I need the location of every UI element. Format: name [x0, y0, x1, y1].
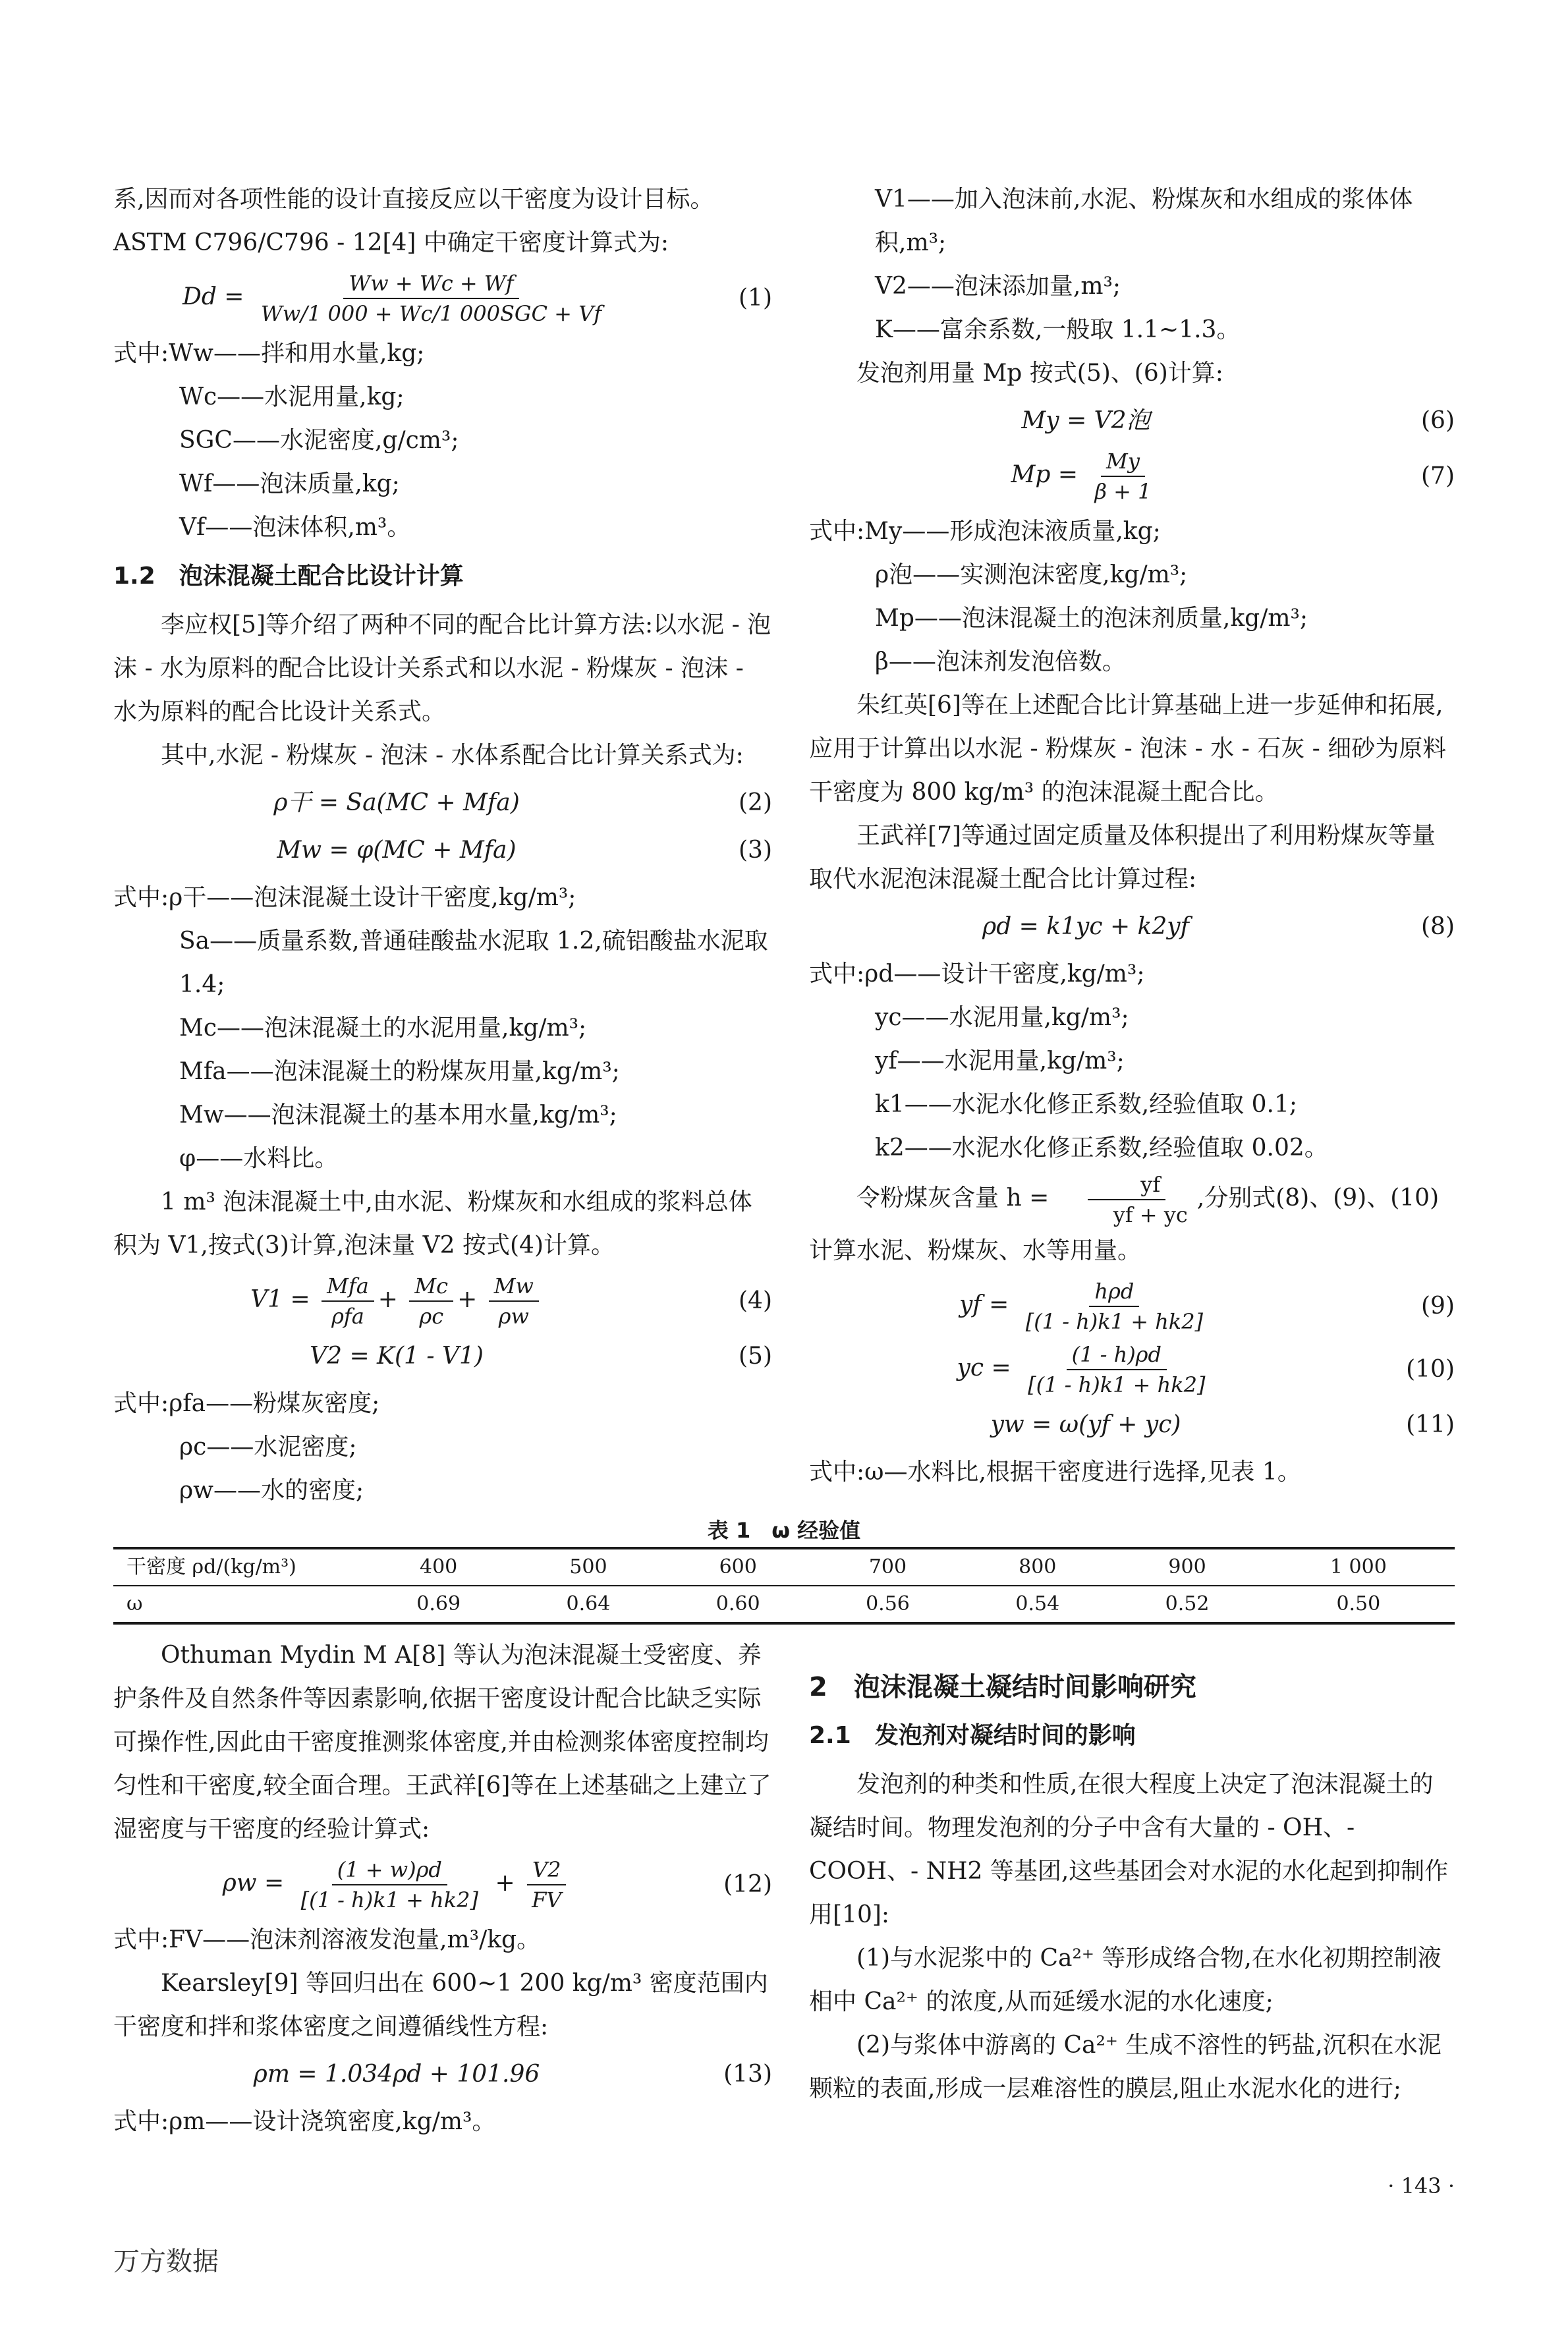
definition: Mp——泡沫混凝土的泡沫剂质量,kg/m³; — [875, 605, 1308, 632]
definition: 式中:ρ干——泡沫混凝土设计干密度,kg/m³; — [113, 884, 576, 911]
equation-4: V1 = $\frac{\text{Mfa}}{\text{ρfa}}$ + $\frac{Mc}{\rho c}$ + $\frac{Mw}{\rho w}$ (4) — [113, 1271, 772, 1331]
row-label: ω — [113, 1586, 364, 1623]
section-heading: 2 泡沫混凝土凝结时间影响研究 — [809, 1672, 1196, 1702]
omega-table — [113, 1547, 1455, 1625]
definition: Mw——泡沫混凝土的基本用水量,kg/m³; — [179, 1101, 617, 1129]
equation-11: yw = ω(yf + yc) (11) — [990, 1411, 1455, 1438]
definition: 式中:ρfa——粉煤灰密度; — [113, 1390, 380, 1417]
definition: ρ泡——实测泡沫密度,kg/m³; — [875, 561, 1188, 588]
table-cell: 600 — [663, 1548, 813, 1586]
table-cell: 0.60 — [663, 1586, 813, 1623]
definition: yc——水泥用量,kg/m³; — [875, 1004, 1129, 1031]
paragraph: 令粉煤灰含量 h = $\frac{yf}{yf + yc}$ ,分别式(8)、(9)、(10)计算水泥、粉煤灰、水等用量。 — [809, 1170, 1455, 1273]
definition: Wc——水泥用量,kg; — [179, 383, 405, 410]
equation-12: ρw = $\frac{(1 + w)\rho d}{[(1 - h)k1 + hk2]}$ + $\frac{V2}{FV}$ (12) — [113, 1855, 772, 1914]
definition: V1——加入泡沫前,水泥、粉煤灰和水组成的浆体体积,m³; — [875, 186, 1413, 256]
definition: Mfa——泡沫混凝土的粉煤灰用量,kg/m³; — [179, 1058, 620, 1085]
row-label: 干密度 ρd/(kg/m³) — [113, 1548, 364, 1586]
equation-8: ρd = k1yc + k2yf (8) — [982, 913, 1455, 940]
paragraph: 发泡剂的种类和性质,在很大程度上决定了泡沫混凝土的凝结时间。物理发泡剂的分子中含有大量的 - OH、- COOH、- NH2 等基团,这些基团会对水泥的水化起到抑制作用[10]: — [809, 1771, 1449, 1928]
paragraph: 朱红英[6]等在上述配合比计算基础上进一步延伸和拓展,应用于计算出以水泥 - 粉煤灰 - 泡沫 - 水 - 石灰 - 细砂为原料干密度为 800 kg/m³ 的泡沫混凝土配合比。 — [809, 692, 1447, 806]
right-column — [809, 178, 1455, 1494]
equation-3: Mw = φ(MC + Mfa) (3) — [277, 837, 772, 864]
paragraph: 李应权[5]等介绍了两种不同的配合比计算方法:以水泥 - 泡沫 - 水为原料的配合比设计关系式和以水泥 - 粉煤灰 - 泡沫 - 水为原料的配合比设计关系式。 — [113, 611, 771, 725]
definition: SGC——水泥密度,g/cm³; — [179, 427, 459, 454]
left-column — [113, 178, 772, 1513]
table-1 — [113, 1514, 1455, 1625]
definition: k1——水泥水化修正系数,经验值取 0.1; — [875, 1091, 1297, 1118]
page-number: · 143 · — [1387, 2173, 1455, 2198]
paragraph: Othuman Mydin M A[8] 等认为泡沫混凝土受密度、养护条件及自然条件等因素影响,依据干密度设计配合比缺乏实际可操作性,因此由干密度推测浆体密度,并由检测浆体密度控制均匀性和干密度,较全面合理。王武祥[6]等在上述基础之上建立了湿密度与干密度的经验计算式: — [113, 1642, 771, 1843]
table-row — [113, 1586, 1455, 1623]
definition: Sa——质量系数,普通硅酸盐水泥取 1.2,硫铝酸盐水泥取 1.4; — [179, 928, 768, 998]
definition: 式中:ω—水料比,根据干密度进行选择,见表 1。 — [809, 1459, 1301, 1486]
definition: Mc——泡沫混凝土的水泥用量,kg/m³; — [179, 1015, 587, 1042]
paragraph: Kearsley[9] 等回归出在 600~1 200 kg/m³ 密度范围内干密度和拌和浆体密度之间遵循线性方程: — [113, 1970, 768, 2040]
definition: β——泡沫剂发泡倍数。 — [875, 648, 1126, 675]
subsection-heading: 2.1 发泡剂对凝结时间的影响 — [809, 1722, 1136, 1749]
paragraph: (1)与水泥浆中的 Ca²⁺ 等形成络合物,在水化初期控制液相中 Ca²⁺ 的浓度,从而延缓水泥的水化速度; — [809, 1945, 1442, 2015]
table-row — [113, 1548, 1455, 1586]
paragraph: 1 m³ 泡沫混凝土中,由水泥、粉煤灰和水组成的浆料总体积为 V1,按式(3)计算,泡沫量 V2 按式(4)计算。 — [113, 1188, 752, 1259]
table-cell: 0.56 — [813, 1586, 963, 1623]
paragraph: 系,因而对各项性能的设计直接反应以干密度为设计目标。ASTM C796/C796 - 12[4] 中确定干密度计算式为: — [113, 186, 714, 256]
table-cell: 800 — [963, 1548, 1112, 1586]
paragraph: 王武祥[7]等通过固定质量及体积提出了利用粉煤灰等量取代水泥泡沫混凝土配合比计算过程: — [809, 822, 1436, 893]
equation-7: Mp = $\frac{My}{\beta + 1}$ (7) — [809, 447, 1455, 506]
table-cell: 900 — [1112, 1548, 1262, 1586]
definition: 式中:FV——泡沫剂溶液发泡量,m³/kg。 — [113, 1926, 541, 1953]
table-cell: 400 — [364, 1548, 513, 1586]
table-cell: 0.69 — [364, 1586, 513, 1623]
table-cell: 0.52 — [1112, 1586, 1262, 1623]
definition: 式中:Ww——拌和用水量,kg; — [113, 340, 425, 367]
definition: 式中:ρd——设计干密度,kg/m³; — [809, 961, 1145, 988]
paragraph: (2)与浆体中游离的 Ca²⁺ 生成不溶性的钙盐,沉积在水泥颗粒的表面,形成一层难溶性的膜层,阻止水泥水化的进行; — [809, 2032, 1442, 2102]
equation-10: yc = $\frac{(1 - h)\rho d}{[(1 - h)k1 + hk2]}$ (10) — [809, 1340, 1455, 1399]
table-caption: 表 1 ω 经验值 — [707, 1518, 861, 1543]
table-cell: 0.54 — [963, 1586, 1112, 1623]
definition: 式中:ρm——设计浇筑密度,kg/m³。 — [113, 2108, 496, 2135]
definition: Vf——泡沫体积,m³。 — [179, 514, 411, 541]
definition: Wf——泡沫质量,kg; — [179, 470, 400, 497]
paragraph: 其中,水泥 - 粉煤灰 - 泡沫 - 水体系配合比计算关系式为: — [161, 742, 744, 769]
definition: k2——水泥水化修正系数,经验值取 0.02。 — [875, 1134, 1328, 1161]
definition: yf——水泥用量,kg/m³; — [875, 1047, 1125, 1074]
right-column-bottom — [809, 1660, 1455, 2111]
equation-9: yf = $\frac{\text{hρd}}{[(1 - h)k1 + hk2]}$ (9) — [809, 1277, 1455, 1336]
equation-2: ρ干 = Sa(MC + Mfa) (2) — [273, 789, 772, 816]
definition: φ——水料比。 — [179, 1145, 339, 1172]
table-cell: 700 — [813, 1548, 963, 1586]
definition: V2——泡沫添加量,m³; — [875, 273, 1121, 300]
definition: K——富余系数,一般取 1.1~1.3。 — [875, 316, 1241, 343]
left-column-bottom — [113, 1634, 772, 2144]
definition: ρc——水泥密度; — [179, 1434, 357, 1461]
definition: ρw——水的密度; — [179, 1477, 364, 1504]
equation-6: My = V2泡 (6) — [1021, 407, 1455, 434]
paragraph: 发泡剂用量 Mp 按式(5)、(6)计算: — [856, 360, 1223, 387]
equation-5: V2 = K(1 - V1) (5) — [310, 1343, 772, 1370]
watermark-text: 万方数据 — [113, 2246, 219, 2277]
definition: 式中:My——形成泡沫液质量,kg; — [809, 518, 1161, 545]
table-cell: 0.50 — [1262, 1586, 1455, 1623]
equation-1: Dd = $\frac{Ww + Wc + Wf}{\text{Ww/1 000 + Wc/1 000SGC + Vf}}$ (1) — [113, 269, 772, 328]
table-cell: 500 — [513, 1548, 663, 1586]
equation-13: ρm = 1.034ρd + 101.96 (13) — [253, 2061, 772, 2088]
section-heading: 1.2 泡沫混凝土配合比设计计算 — [113, 563, 464, 590]
table-cell: 0.64 — [513, 1586, 663, 1623]
table-cell: 1 000 — [1262, 1548, 1455, 1586]
